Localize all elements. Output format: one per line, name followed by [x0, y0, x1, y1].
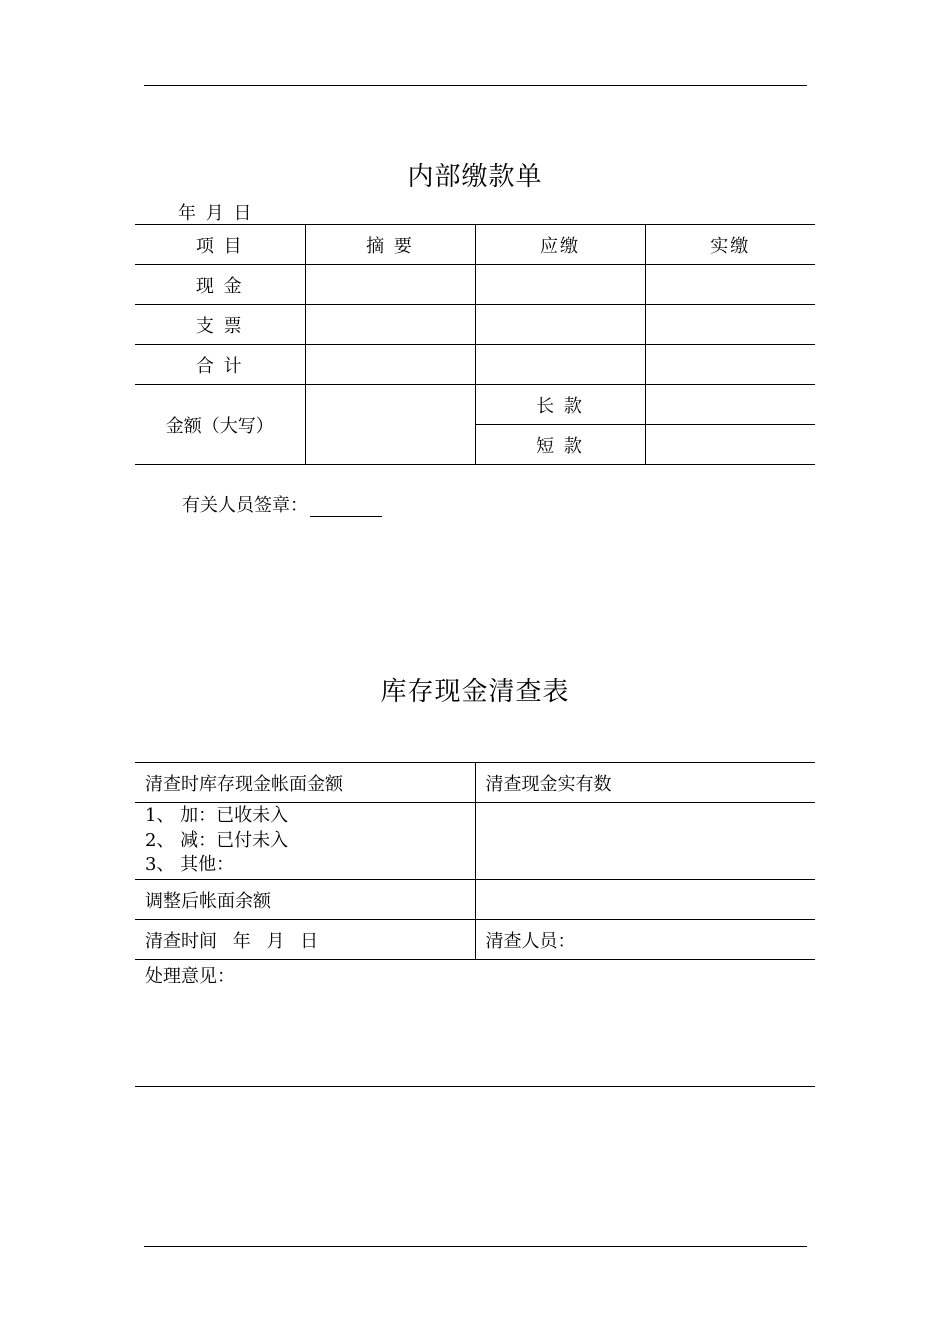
- table-row: [135, 265, 815, 305]
- short-amount-field[interactable]: [645, 425, 815, 465]
- cell-cash-summary[interactable]: [305, 265, 475, 305]
- check-time-label: 清查时间 年 月 日: [135, 920, 475, 960]
- row-label-check: 支 票: [135, 305, 305, 345]
- short-label: 短 款: [475, 425, 645, 465]
- long-amount-field[interactable]: [645, 385, 815, 425]
- bottom-rule: [144, 1246, 807, 1247]
- table-row: [135, 345, 815, 385]
- cell-total-paid[interactable]: [645, 345, 815, 385]
- amount-in-words-field[interactable]: [305, 385, 475, 465]
- header-item: 项 目: [135, 225, 305, 265]
- long-label: 长 款: [475, 385, 645, 425]
- adjust-subtract-line: 2、 减：已付未入: [145, 829, 289, 851]
- signature-label: 有关人员签章：: [182, 495, 308, 516]
- opinion-label: 处理意见：: [145, 966, 235, 987]
- signature-area: [182, 491, 382, 517]
- book-amount-label: 清查时库存现金帐面金额: [135, 763, 475, 803]
- amount-in-words-label: 金额（大写）: [135, 385, 305, 465]
- row-label-total: 合 计: [135, 345, 305, 385]
- payment-form-table: [135, 224, 815, 465]
- actual-cash-label: 清查现金实有数: [475, 763, 815, 803]
- header-summary: 摘 要: [305, 225, 475, 265]
- table-row: [135, 803, 815, 880]
- adjustments-cell: [135, 803, 475, 880]
- header-paid: 实缴: [645, 225, 815, 265]
- cell-check-summary[interactable]: [305, 305, 475, 345]
- table-row: [135, 920, 815, 960]
- adjustments-value-field[interactable]: [475, 803, 815, 880]
- cell-total-summary[interactable]: [305, 345, 475, 385]
- table-row: [135, 305, 815, 345]
- cell-check-payable[interactable]: [475, 305, 645, 345]
- form1-date-line: 年 月 日: [178, 203, 252, 224]
- table-row: [135, 880, 815, 920]
- header-payable: 应缴: [475, 225, 645, 265]
- table-row: [135, 960, 815, 1087]
- adjust-add-line: 1、 加：已收未入: [145, 805, 289, 826]
- table-row: [135, 763, 815, 803]
- cell-cash-payable[interactable]: [475, 265, 645, 305]
- opinion-field[interactable]: [135, 960, 815, 1087]
- checker-label: 清查人员：: [475, 920, 815, 960]
- adjusted-balance-label: 调整后帐面余额: [135, 880, 475, 920]
- signature-field[interactable]: [310, 495, 382, 517]
- form2-title: 库存现金清查表: [380, 677, 570, 707]
- adjusted-balance-field[interactable]: [475, 880, 815, 920]
- form1-title: 内部缴款单: [407, 162, 543, 192]
- cash-check-table: [135, 762, 815, 1087]
- cell-cash-paid[interactable]: [645, 265, 815, 305]
- table-row: [135, 385, 815, 425]
- table-header-row: [135, 225, 815, 265]
- row-label-cash: 现 金: [135, 265, 305, 305]
- top-rule: [144, 85, 807, 86]
- adjust-other-line: 3、 其他：: [145, 854, 235, 875]
- cell-total-payable[interactable]: [475, 345, 645, 385]
- cell-check-paid[interactable]: [645, 305, 815, 345]
